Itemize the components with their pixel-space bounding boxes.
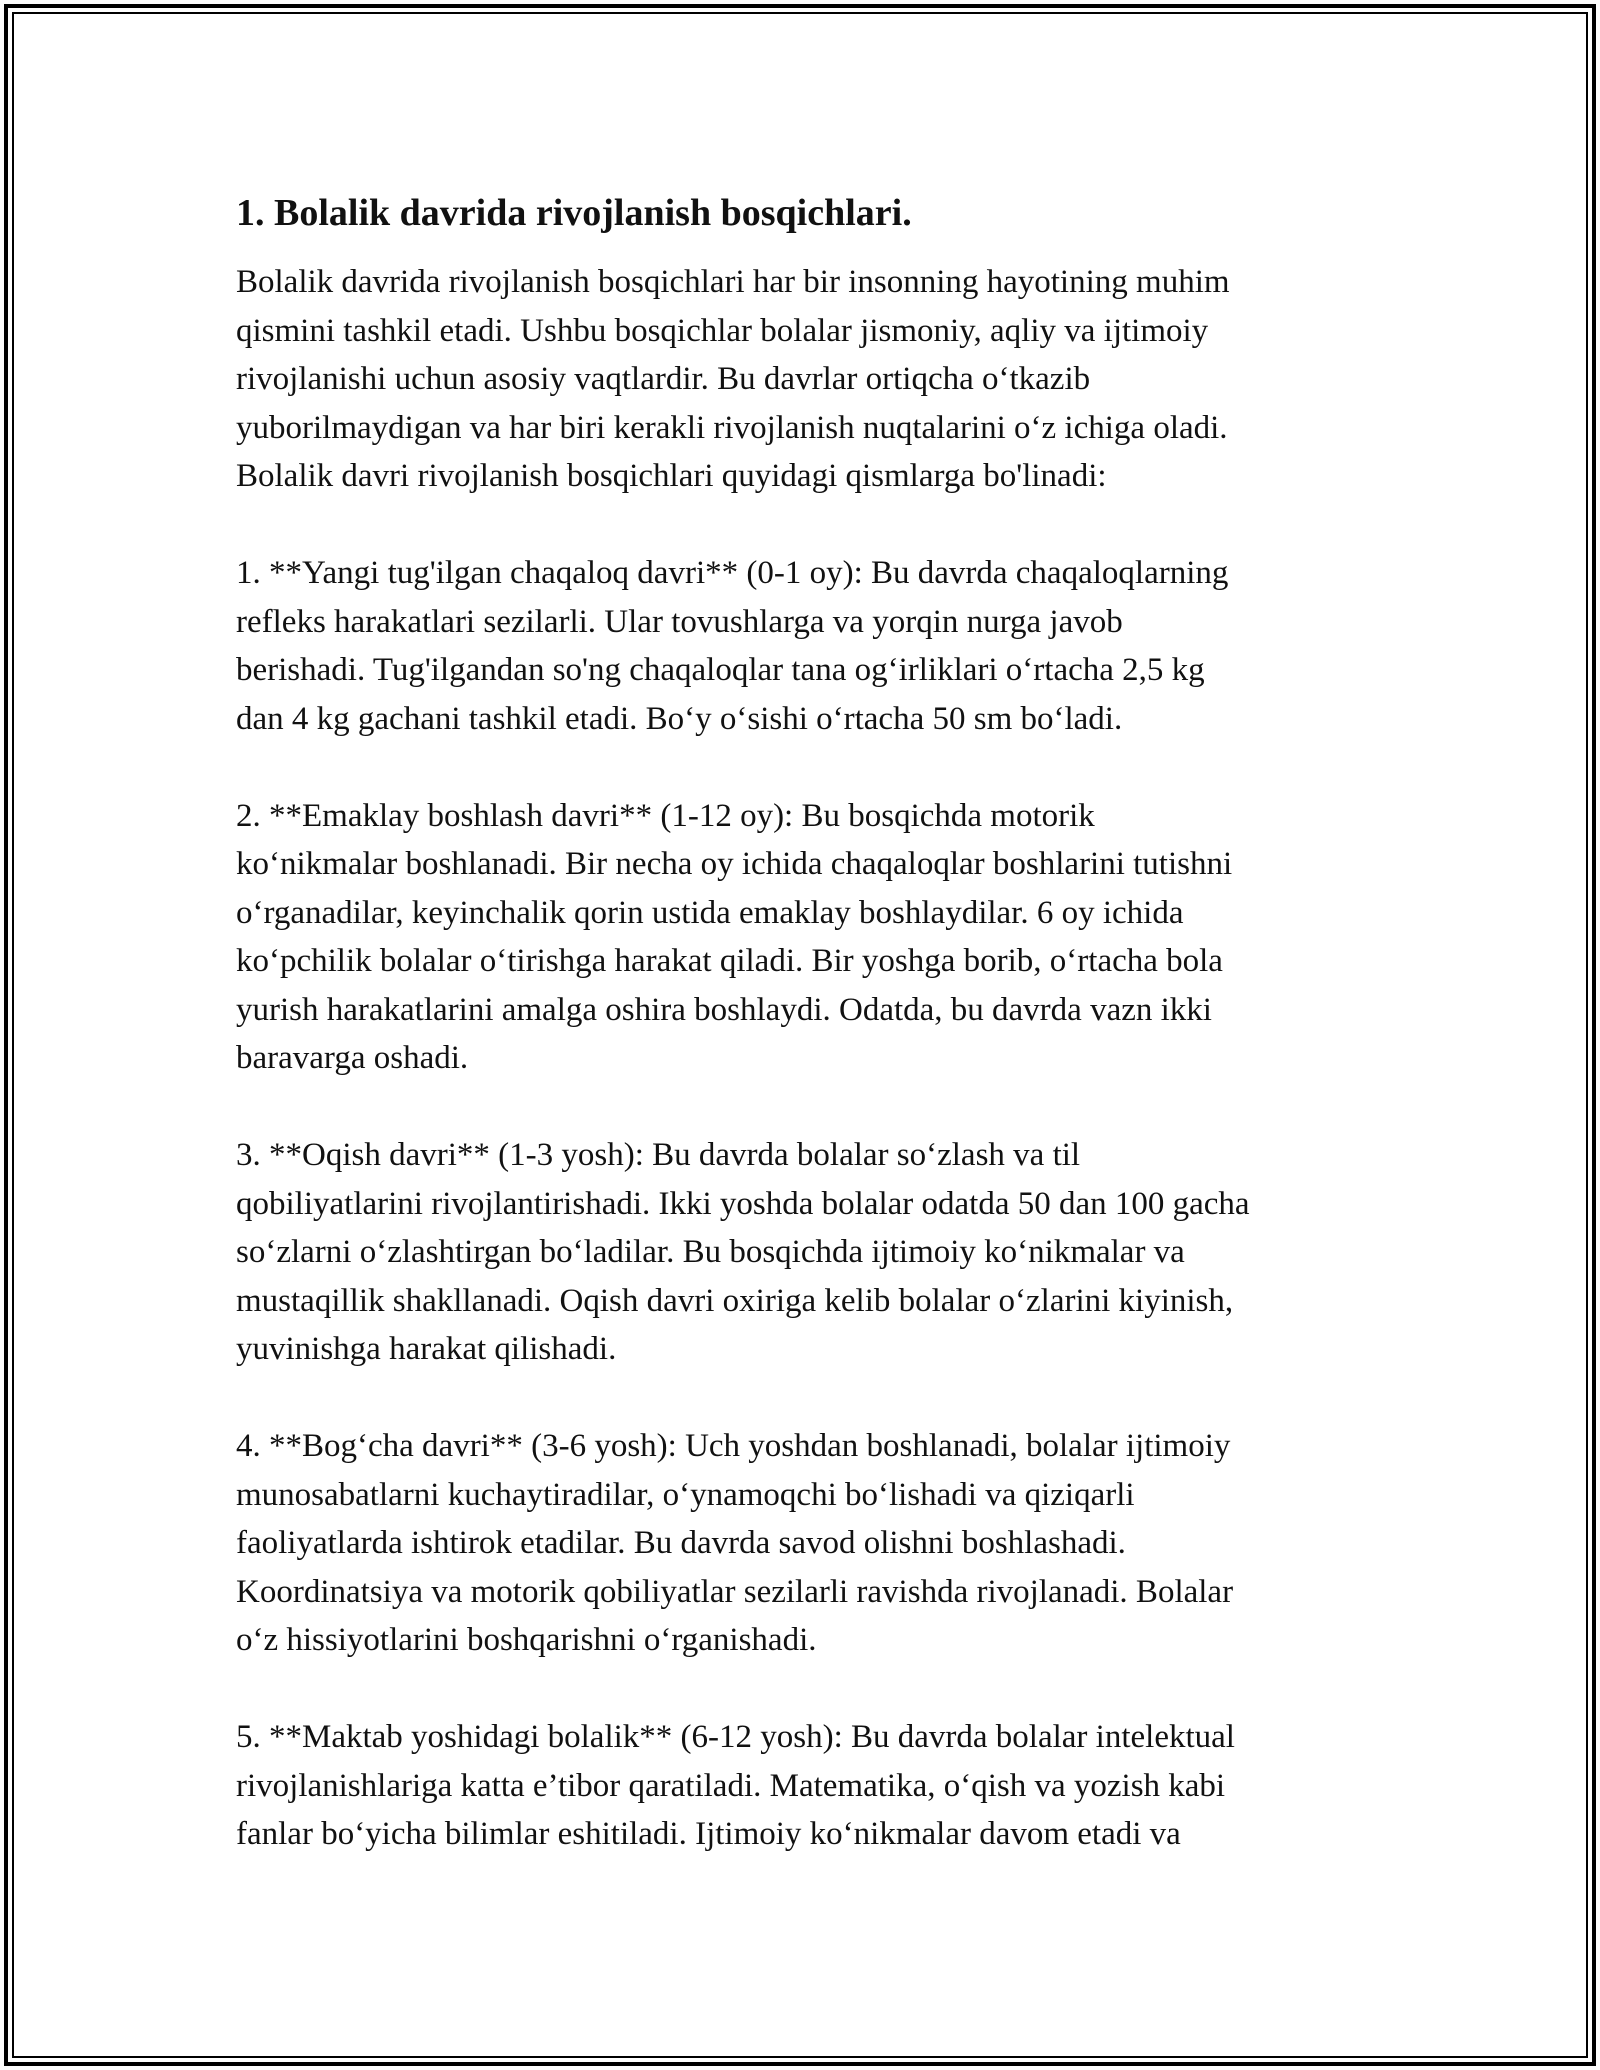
stage-1-paragraph xyxy=(236,549,1376,743)
paragraph-line: qismini tashkil etadi. Ushbu bosqichlar bolalar jismoniy, aqliy va ijtimoiy xyxy=(236,312,1209,349)
stage-4-paragraph xyxy=(236,1422,1376,1665)
paragraph-line: munosabatlarni kuchaytiradilar, o‘ynamoqchi bo‘lishadi va qiziqarli xyxy=(236,1476,1135,1513)
paragraph-line: 3. **Oqish davri** (1-3 yosh): Bu davrda bolalar so‘zlash va til xyxy=(236,1137,1081,1173)
document-body xyxy=(236,186,1376,1907)
stage-3-paragraph xyxy=(236,1131,1376,1374)
stage-5-paragraph xyxy=(236,1713,1376,1859)
paragraph-line: o‘z hissiyotlarini boshqarishni o‘rganishadi. xyxy=(236,1622,817,1658)
paragraph-line: ko‘pchilik bolalar o‘tirishga harakat qiladi. Bir yoshga borib, o‘rtacha bola xyxy=(236,943,1223,979)
section-heading: 1. Bolalik davrida rivojlanish bosqichlari. xyxy=(236,192,912,234)
paragraph-line: mustaqillik shakllanadi. Oqish davri oxiriga kelib bolalar o‘zlarini kiyinish, xyxy=(236,1282,1234,1319)
paragraph-line: 2. **Emaklay boshlash davri** (1-12 oy): Bu bosqichda motorik xyxy=(236,797,1095,834)
paragraph-line: rivojlanishi uchun asosiy vaqtlardir. Bu davrlar ortiqcha o‘tkazib xyxy=(236,361,1091,397)
intro-paragraph xyxy=(236,258,1376,501)
paragraph-line: 1. **Yangi tug'ilgan chaqaloq davri** (0-1 oy): Bu davrda chaqaloqlarning xyxy=(236,555,1229,591)
stage-2-paragraph xyxy=(236,792,1376,1083)
paragraph-line: dan 4 kg gachani tashkil etadi. Bo‘y o‘sishi o‘rtacha 50 sm bo‘ladi. xyxy=(236,700,1123,737)
paragraph-line: 5. **Maktab yoshidagi bolalik** (6-12 yosh): Bu davrda bolalar intelektual xyxy=(236,1719,1235,1755)
paragraph-line: yuborilmaydigan va har biri kerakli rivojlanish nuqtalarini o‘z ichiga oladi. xyxy=(236,409,1228,446)
paragraph-line: Koordinatsiya va motorik qobiliyatlar sezilarli ravishda rivojlanadi. Bolalar xyxy=(236,1573,1234,1610)
paragraph-line: berishadi. Tug'ilgandan so'ng chaqaloqlar tana og‘irliklari o‘rtacha 2,5 kg xyxy=(236,652,1205,688)
paragraph-line: faoliyatlarda ishtirok etadilar. Bu davrda savod olishni boshlashadi. xyxy=(236,1525,1126,1561)
paragraph-line: Bolalik davrida rivojlanish bosqichlari har bir insonning hayotining muhim xyxy=(236,264,1230,300)
paragraph-line: qobiliyatlarini rivojlantirishadi. Ikki yoshda bolalar odatda 50 dan 100 gacha xyxy=(236,1185,1250,1222)
paragraph-line: refleks harakatlari sezilarli. Ular tovushlarga va yorqin nurga javob xyxy=(236,603,1123,640)
paragraph-line: baravarga oshadi. xyxy=(236,1040,469,1076)
paragraph-line: so‘zlarni o‘zlashtirgan bo‘ladilar. Bu bosqichda ijtimoiy ko‘nikmalar va xyxy=(236,1234,1185,1270)
paragraph-line: o‘rganadilar, keyinchalik qorin ustida emaklay boshlaydilar. 6 oy ichida xyxy=(236,894,1184,931)
paragraph-line: yuvinishga harakat qilishadi. xyxy=(236,1331,617,1367)
paragraph-line: rivojlanishlariga katta e’tibor qaratiladi. Matematika, o‘qish va yozish kabi xyxy=(236,1767,1226,1804)
paragraph-line: Bolalik davri rivojlanish bosqichlari quyidagi qismlarga bo'linadi: xyxy=(236,458,1107,494)
paragraph-line: fanlar bo‘yicha bilimlar eshitiladi. Ijtimoiy ko‘nikmalar davom etadi va xyxy=(236,1816,1181,1852)
paragraph-line: 4. **Bog‘cha davri** (3-6 yosh): Uch yoshdan boshlanadi, bolalar ijtimoiy xyxy=(236,1428,1231,1464)
paragraph-line: yurish harakatlarini amalga oshira boshlaydi. Odatda, bu davrda vazn ikki xyxy=(236,991,1212,1028)
paragraph-line: ko‘nikmalar boshlanadi. Bir necha oy ichida chaqaloqlar boshlarini tutishni xyxy=(236,846,1233,882)
